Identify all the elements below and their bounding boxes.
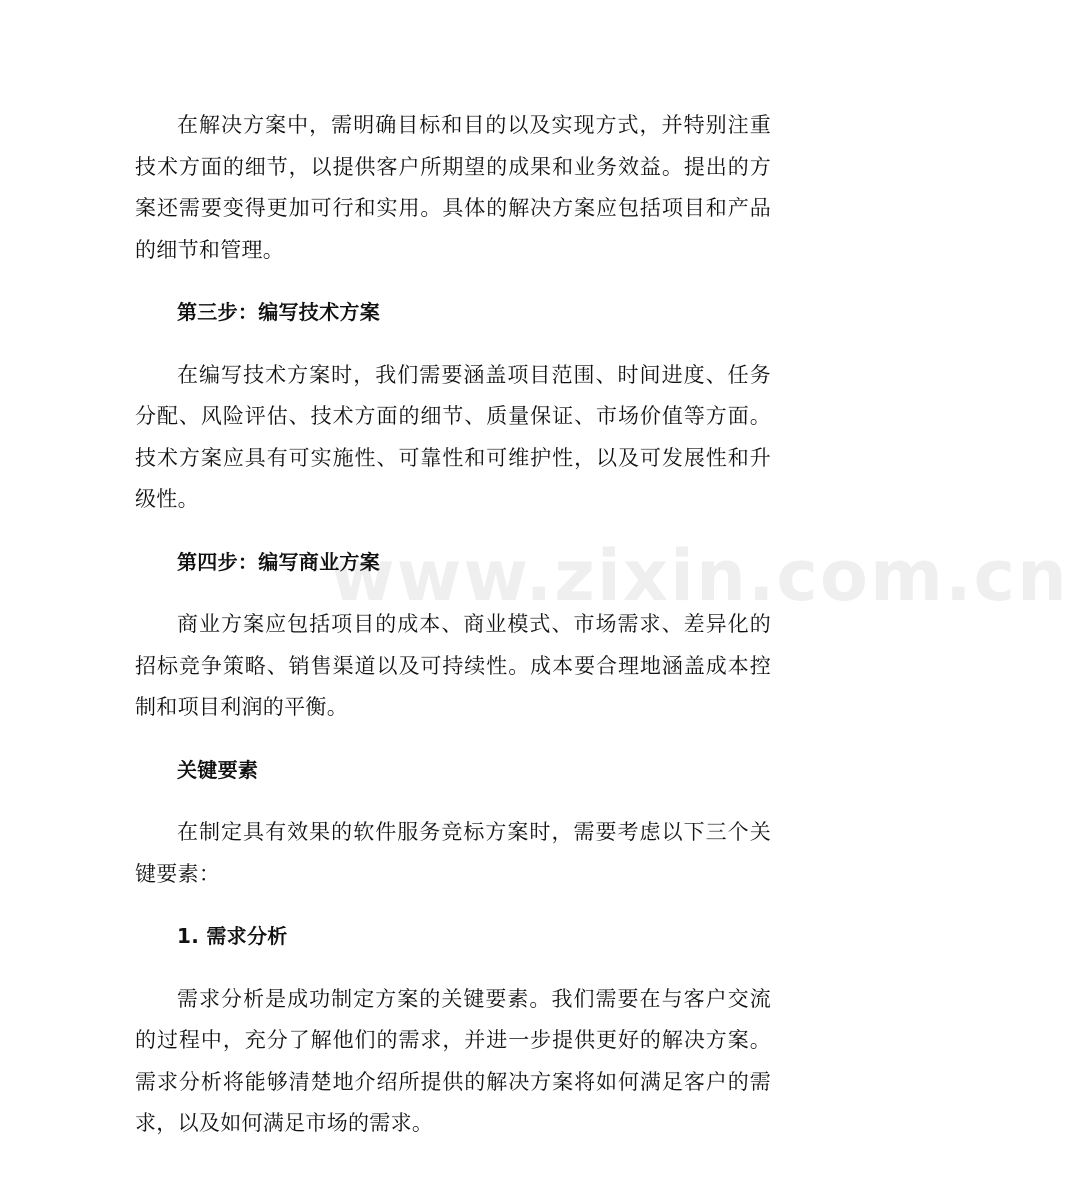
heading-requirements-analysis: 1. 需求分析 xyxy=(177,924,288,948)
paragraph-requirements-analysis: 需求分析是成功制定方案的关键要素。我们需要在与客户交流的过程中，充分了解他们的需求，并进一步提供更好的解决方案。需求分析将能够清楚地介绍所提供的解决方案将如何满足客户的需求，以及如何满足市场的需求。 xyxy=(135,986,771,1135)
watermark-text: www.zixin.com.cn xyxy=(330,535,1069,617)
heading-step-three: 第三步：编写技术方案 xyxy=(177,300,380,324)
heading-key-elements: 关键要素 xyxy=(177,757,259,782)
paragraph-business-plan: 商业方案应包括项目的成本、商业模式、市场需求、差异化的招标竞争策略、销售渠道以及可持续性。成本要合理地涵盖成本控制和项目利润的平衡。 xyxy=(135,612,771,719)
document-body xyxy=(135,105,771,1145)
paragraph-key-elements-intro: 在制定具有效果的软件服务竞标方案时，需要考虑以下三个关键要素： xyxy=(135,820,771,886)
paragraph-technical-plan: 在编写技术方案时，我们需要涵盖项目范围、时间进度、任务分配、风险评估、技术方面的细节、质量保证、市场价值等方面。技术方案应具有可实施性、可靠性和可维护性，以及可发展性和升级性。 xyxy=(135,362,771,511)
paragraph-solution: 在解决方案中，需明确目标和目的以及实现方式，并特别注重技术方面的细节，以提供客户所期望的成果和业务效益。提出的方案还需要变得更加可行和实用。具体的解决方案应包括项目和产品的细节和管理。 xyxy=(135,113,771,262)
heading-step-four: 第四步：编写商业方案 xyxy=(177,549,380,574)
